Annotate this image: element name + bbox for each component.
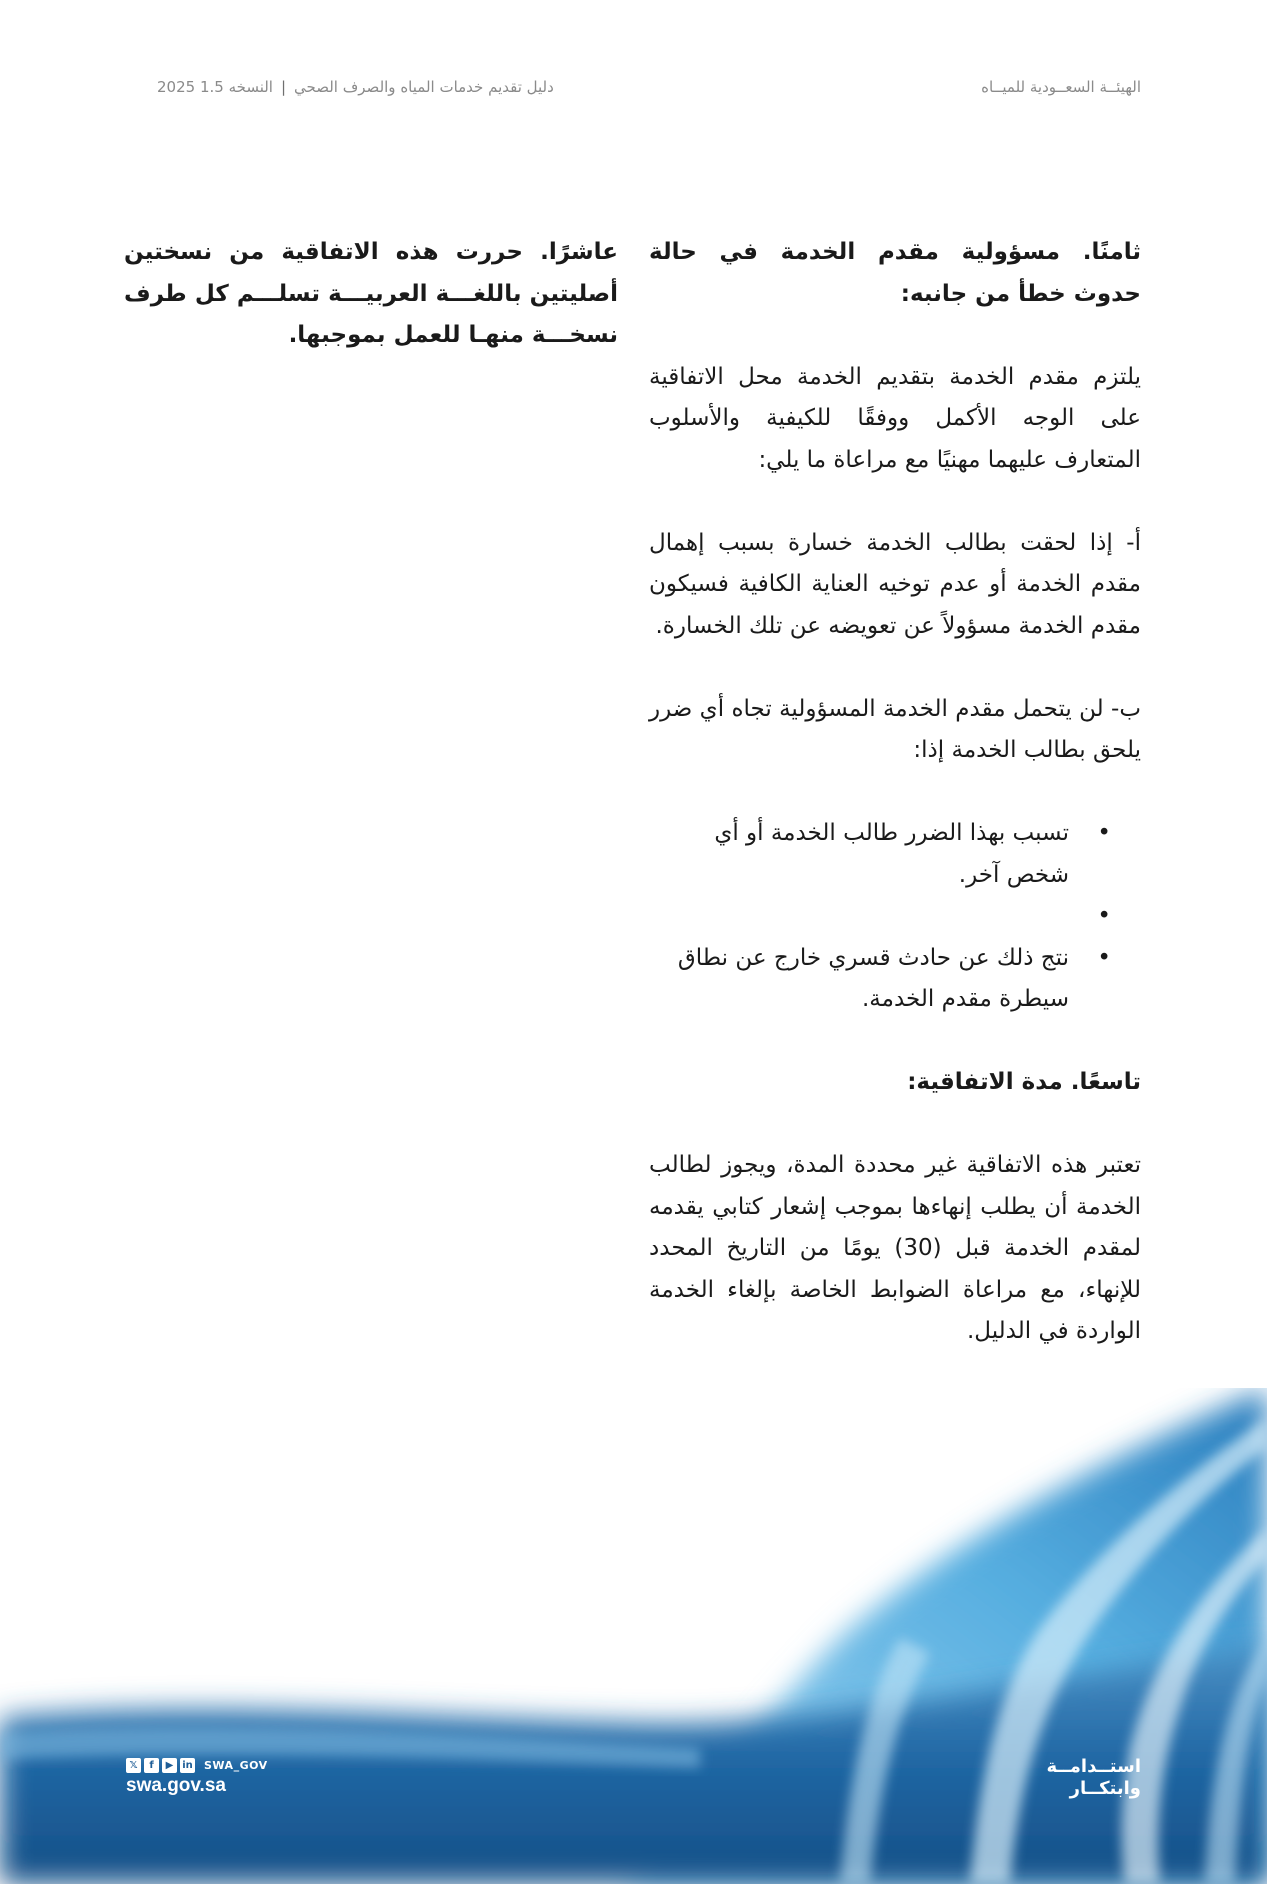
item-b: ب- لن يتحمل مقدم الخدمة المسؤولية تجاه أي ضرر يلحق بطالب الخدمة إذا: bbox=[649, 695, 1141, 763]
doc-version: النسخه 1.5 2025 bbox=[157, 78, 273, 96]
left-column bbox=[124, 232, 618, 357]
list-item: • نتج ذلك عن حادث قسري خارج عن نطاق سيطرة مقدم الخدمة. bbox=[649, 938, 1069, 1021]
section8-intro: يلتزم مقدم الخدمة بتقديم الخدمة محل الاتفاقية على الوجه الأكمل ووفقًا للكيفية والأسلوب المتعارف عليهما مهنيًا مع مراعاة ما يلي: bbox=[649, 363, 1141, 473]
org-name: الهيئــة السعــودية للميــاه bbox=[981, 78, 1141, 96]
linkedin-icon[interactable]: in bbox=[180, 1758, 195, 1773]
website-link[interactable]: swa.gov.sa bbox=[126, 1775, 226, 1796]
conditions-list bbox=[649, 813, 1069, 1021]
slogan-line-1: استــدامــة bbox=[1046, 1756, 1141, 1777]
list-item: • تسبب بهذا الضرر طالب الخدمة أو أي شخص آخر. bbox=[649, 813, 1069, 896]
x-icon[interactable]: 𝕏 bbox=[126, 1758, 141, 1773]
facebook-icon[interactable]: f bbox=[144, 1758, 159, 1773]
right-column bbox=[649, 232, 1141, 1353]
doc-title: دليل تقديم خدمات المياه والصرف الصحي bbox=[294, 78, 554, 96]
section9-body: تعتبر هذه الاتفاقية غير محددة المدة، ويجوز لطالب الخدمة أن يطلب إنهاءها بموجب إشعار كتابي يقدمه لمقدم الخدمة قبل (30) يومًا من التاريخ المحدد للإنهاء، مع مراعاة الضوابط الخاصة بإلغاء الخدمة الواردة في الدليل. bbox=[649, 1152, 1142, 1344]
social-links bbox=[126, 1758, 268, 1773]
social-handle: SWA_GOV bbox=[204, 1759, 268, 1772]
section10-text: عاشرًا. حررت هذه الاتفاقية من نسختين أصليتين باللغـــة العربيـــة تسلـــم كل طرف نسخـــة منهـا للعمل بموجبها. bbox=[124, 239, 618, 348]
section9-title: تاسعًا. مدة الاتفاقية: bbox=[907, 1069, 1141, 1095]
slogan-line-2: وابتكــار bbox=[1069, 1778, 1141, 1799]
youtube-icon[interactable]: ▶ bbox=[162, 1758, 177, 1773]
item-a: أ- إذا لحقت بطالب الخدمة خسارة بسبب إهمال مقدم الخدمة أو عدم توخيه العناية الكافية فسيكون مقدم الخدمة مسؤولاً عن تعويضه عن تلك الخسارة. bbox=[649, 529, 1141, 639]
page-header bbox=[157, 78, 1141, 102]
section8-title: ثامنًا. مسؤولية مقدم الخدمة في حالة حدوث خطأ من جانبه: bbox=[649, 239, 1141, 307]
footer-slogan bbox=[1047, 1756, 1141, 1800]
doc-title-line bbox=[157, 78, 554, 96]
footer-contact bbox=[126, 1758, 268, 1797]
water-splash-image bbox=[0, 1388, 1267, 1884]
header-separator: | bbox=[280, 78, 287, 96]
